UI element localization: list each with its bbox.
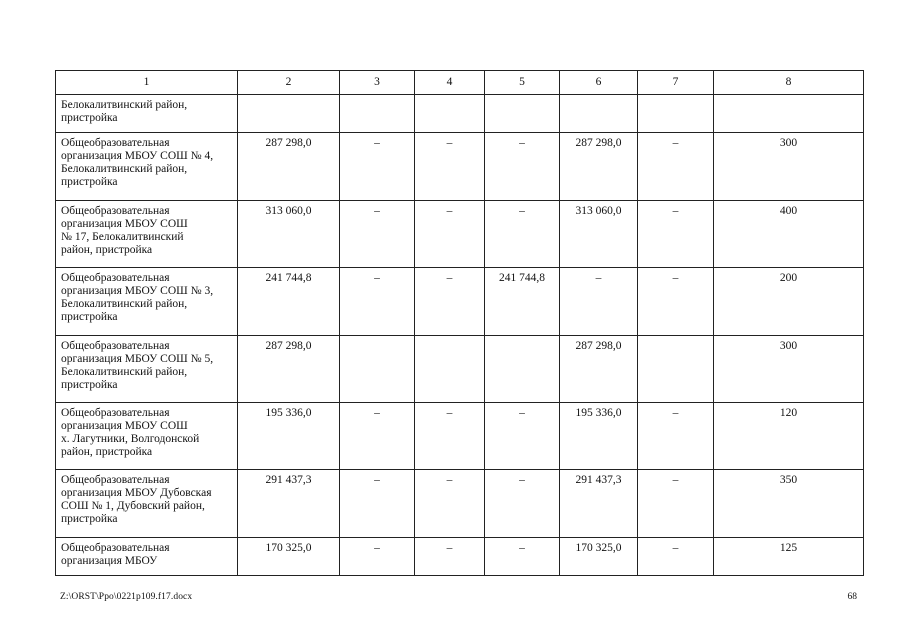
- value-cell: –: [485, 538, 560, 576]
- organization-cell: Белокалитвинский район, пристройка: [56, 95, 238, 133]
- table-row: [56, 95, 864, 133]
- value-cell: –: [638, 538, 714, 576]
- value-cell: –: [415, 538, 485, 576]
- column-header: 6: [560, 71, 638, 95]
- table-row: [56, 470, 864, 538]
- value-cell: –: [415, 133, 485, 201]
- amount-cell: 287 298,0: [238, 133, 340, 201]
- page-number: 68: [847, 592, 857, 602]
- value-cell: [340, 95, 415, 133]
- column-header: 2: [238, 71, 340, 95]
- amount-cell: 287 298,0: [560, 133, 638, 201]
- capacity-cell: 125: [714, 538, 864, 576]
- value-cell: [638, 336, 714, 403]
- amount-cell: 287 298,0: [560, 336, 638, 403]
- organization-cell: Общеобразовательная организация МБОУ СОШ № 4, Белокалитвинский район, пристройка: [56, 133, 238, 201]
- amount-cell: 195 336,0: [238, 403, 340, 470]
- table-row: [56, 268, 864, 336]
- value-cell: [638, 95, 714, 133]
- value-cell: [485, 95, 560, 133]
- organization-cell: Общеобразовательная организация МБОУ СОШ № 17, Белокалитвинский район, пристройка: [56, 201, 238, 268]
- organization-cell: Общеобразовательная организация МБОУ СОШ № 5, Белокалитвинский район, пристройка: [56, 336, 238, 403]
- table-header-row: [56, 71, 864, 95]
- organization-cell: Общеобразовательная организация МБОУ Дубовская СОШ № 1, Дубовский район, пристройка: [56, 470, 238, 538]
- value-cell: [485, 336, 560, 403]
- value-cell: –: [485, 201, 560, 268]
- table-row: [56, 201, 864, 268]
- amount-cell: [560, 95, 638, 133]
- value-cell: –: [485, 470, 560, 538]
- amount-cell: 241 744,8: [238, 268, 340, 336]
- value-cell: –: [485, 403, 560, 470]
- column-header: 4: [415, 71, 485, 95]
- value-cell: –: [340, 201, 415, 268]
- amount-cell: 313 060,0: [238, 201, 340, 268]
- capacity-cell: 400: [714, 201, 864, 268]
- amount-cell: 313 060,0: [560, 201, 638, 268]
- table-row: [56, 133, 864, 201]
- table-row: [56, 403, 864, 470]
- capacity-cell: 200: [714, 268, 864, 336]
- value-cell: –: [415, 201, 485, 268]
- capacity-cell: [714, 95, 864, 133]
- value-cell: –: [638, 201, 714, 268]
- amount-cell: 170 325,0: [238, 538, 340, 576]
- organization-cell: Общеобразовательная организация МБОУ СОШ х. Лагутники, Волгодонской район, пристройка: [56, 403, 238, 470]
- value-cell: –: [340, 403, 415, 470]
- column-header: 8: [714, 71, 864, 95]
- column-header: 5: [485, 71, 560, 95]
- value-cell: –: [638, 470, 714, 538]
- file-path: Z:\ORST\Ppo\0221p109.f17.docx: [60, 592, 193, 602]
- value-cell: –: [340, 133, 415, 201]
- value-cell: –: [340, 470, 415, 538]
- value-cell: –: [638, 268, 714, 336]
- amount-cell: 170 325,0: [560, 538, 638, 576]
- value-cell: –: [638, 133, 714, 201]
- table-row: [56, 538, 864, 576]
- capacity-cell: 120: [714, 403, 864, 470]
- column-header: 7: [638, 71, 714, 95]
- value-cell: –: [340, 538, 415, 576]
- value-cell: –: [485, 133, 560, 201]
- capacity-cell: 300: [714, 133, 864, 201]
- capacity-cell: 300: [714, 336, 864, 403]
- amount-cell: 287 298,0: [238, 336, 340, 403]
- value-cell: [340, 336, 415, 403]
- organization-cell: Общеобразовательная организация МБОУ СОШ № 3, Белокалитвинский район, пристройка: [56, 268, 238, 336]
- value-cell: [415, 336, 485, 403]
- amount-cell: 241 744,8: [485, 268, 560, 336]
- column-header: 3: [340, 71, 415, 95]
- table-row: [56, 336, 864, 403]
- column-header: 1: [56, 71, 238, 95]
- organization-cell: Общеобразовательная организация МБОУ: [56, 538, 238, 576]
- value-cell: –: [560, 268, 638, 336]
- amount-cell: [238, 95, 340, 133]
- value-cell: –: [415, 403, 485, 470]
- value-cell: –: [340, 268, 415, 336]
- budget-table: [55, 70, 864, 576]
- value-cell: –: [638, 403, 714, 470]
- value-cell: [415, 95, 485, 133]
- amount-cell: 291 437,3: [560, 470, 638, 538]
- amount-cell: 195 336,0: [560, 403, 638, 470]
- value-cell: –: [415, 268, 485, 336]
- amount-cell: 291 437,3: [238, 470, 340, 538]
- value-cell: –: [415, 470, 485, 538]
- capacity-cell: 350: [714, 470, 864, 538]
